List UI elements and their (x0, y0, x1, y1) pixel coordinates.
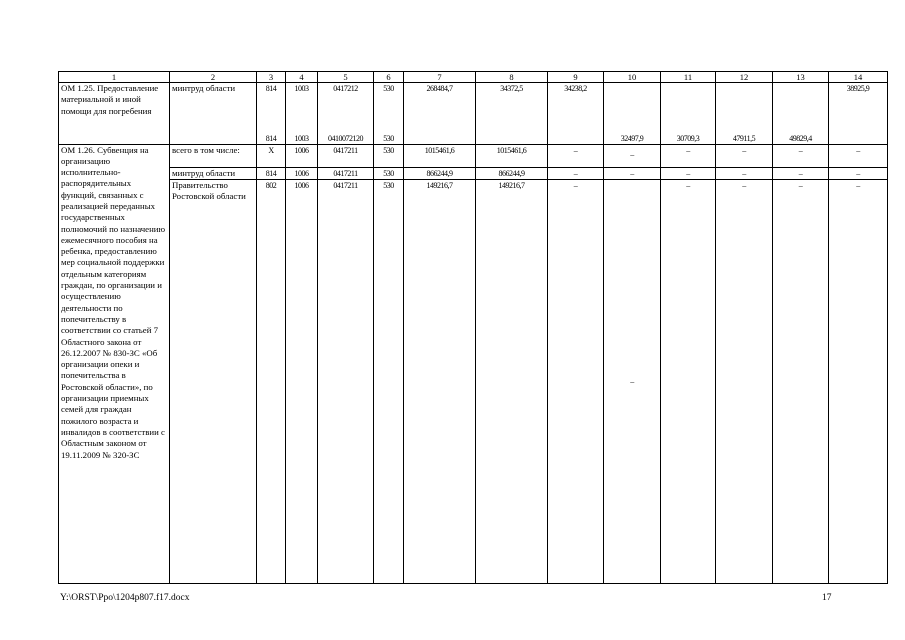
cell-2016: – (548, 179, 604, 583)
cell-2016: – (548, 167, 604, 179)
cell-2017: – (604, 179, 661, 583)
cell-2019: – (716, 144, 773, 167)
om126-name: ОМ 1.26. Субвенция на организацию исполнительно-распорядительных функций, связанных с реализацией переданных государственных полномочий по назначению ежемесячного пособия на ребенка, предоставлению мер социальной поддержки отдельным категориям граждан, по организации и осуществлению деятельности по попечительству в соответствии со статьей 7 Областного закона от 26.12.2007 № 830-ЗС «Об организации опеки и попечительства в Ростовской области», по организации приемных семей для граждан пожилого возраста и инвалидов в соответствии с Областным законом от 19.11.2009 № 320-ЗС (59, 144, 170, 583)
cell-rzpr: 1006 (286, 179, 318, 583)
budget-table (58, 71, 888, 584)
cell-2021 (829, 133, 888, 145)
cell-csr: 0417211 (318, 179, 374, 583)
cell-2017: – (604, 167, 661, 179)
col-num: 3 (257, 72, 286, 83)
col-num: 1 (59, 72, 170, 83)
table-row-om125-a (59, 83, 888, 133)
cell-2014 (404, 133, 476, 145)
om126-executor-total: всего в том числе: (170, 144, 257, 167)
cell-csr: 0410072120 (318, 133, 374, 145)
cell-2017: – (604, 144, 661, 167)
cell-2015 (476, 133, 548, 145)
col-num: 8 (476, 72, 548, 83)
cell-vr: 530 (374, 133, 404, 145)
col-num: 12 (716, 72, 773, 83)
col-num: 10 (604, 72, 661, 83)
cell-2014: 1015461,6 (404, 144, 476, 167)
om125-name: ОМ 1.25. Предоставление материальной и иной помощи для погребения (59, 83, 170, 145)
cell-2021: 38925,9 (829, 83, 888, 133)
cell-2021: – (829, 144, 888, 167)
col-num: 4 (286, 72, 318, 83)
cell-2015: 1015461,6 (476, 144, 548, 167)
cell-grbs: 814 (257, 167, 286, 179)
cell-rzpr: 1006 (286, 144, 318, 167)
cell-vr: 530 (374, 167, 404, 179)
cell-2016 (548, 133, 604, 145)
col-num: 5 (318, 72, 374, 83)
cell-grbs: X (257, 144, 286, 167)
col-num: 9 (548, 72, 604, 83)
cell-2020: 49829,4 (773, 133, 829, 145)
page-number: 17 (822, 593, 832, 603)
col-num: 6 (374, 72, 404, 83)
cell-2018: – (661, 167, 716, 179)
cell-vr: 530 (374, 144, 404, 167)
cell-2021: – (829, 167, 888, 179)
table-row-om126-mintrud (59, 167, 888, 179)
cell-rzpr: 1003 (286, 133, 318, 145)
cell-2014: 268484,7 (404, 83, 476, 133)
column-number-row (59, 72, 888, 83)
cell-vr: 530 (374, 179, 404, 583)
cell-2015: 866244,9 (476, 167, 548, 179)
cell-csr: 0417211 (318, 167, 374, 179)
cell-2017: 32497,9 (604, 133, 661, 145)
cell-2019 (716, 83, 773, 133)
cell-rzpr: 1003 (286, 83, 318, 133)
cell-2019: – (716, 179, 773, 583)
cell-2018: – (661, 144, 716, 167)
cell-vr: 530 (374, 83, 404, 133)
col-num: 2 (170, 72, 257, 83)
cell-grbs: 802 (257, 179, 286, 583)
cell-2018: – (661, 179, 716, 583)
col-num: 14 (829, 72, 888, 83)
col-num: 13 (773, 72, 829, 83)
cell-2015: 149216,7 (476, 179, 548, 583)
om126-executor-government: Правительство Ростовской области (170, 179, 257, 583)
cell-2021: – (829, 179, 888, 583)
cell-2020: – (773, 179, 829, 583)
table-row-om126-government (59, 179, 888, 583)
cell-grbs: 814 (257, 133, 286, 145)
om125-executor: минтруд области (170, 83, 257, 145)
cell-2016: 34238,2 (548, 83, 604, 133)
cell-2015: 34372,5 (476, 83, 548, 133)
cell-2018 (661, 83, 716, 133)
cell-2014: 149216,7 (404, 179, 476, 583)
col-num: 7 (404, 72, 476, 83)
cell-2019: – (716, 167, 773, 179)
cell-2017 (604, 83, 661, 133)
footer-file-path: Y:\ORST\Ppo\1204p807.f17.docx (60, 593, 190, 603)
cell-2020 (773, 83, 829, 133)
cell-csr: 0417212 (318, 83, 374, 133)
cell-2018: 30709,3 (661, 133, 716, 145)
cell-2020: – (773, 167, 829, 179)
cell-rzpr: 1006 (286, 167, 318, 179)
cell-2020: – (773, 144, 829, 167)
cell-csr: 0417211 (318, 144, 374, 167)
cell-2019: 47911,5 (716, 133, 773, 145)
cell-2016: – (548, 144, 604, 167)
cell-2014: 866244,9 (404, 167, 476, 179)
cell-grbs: 814 (257, 83, 286, 133)
om126-executor-mintrud: минтруд области (170, 167, 257, 179)
col-num: 11 (661, 72, 716, 83)
table-row-om126-total (59, 144, 888, 167)
